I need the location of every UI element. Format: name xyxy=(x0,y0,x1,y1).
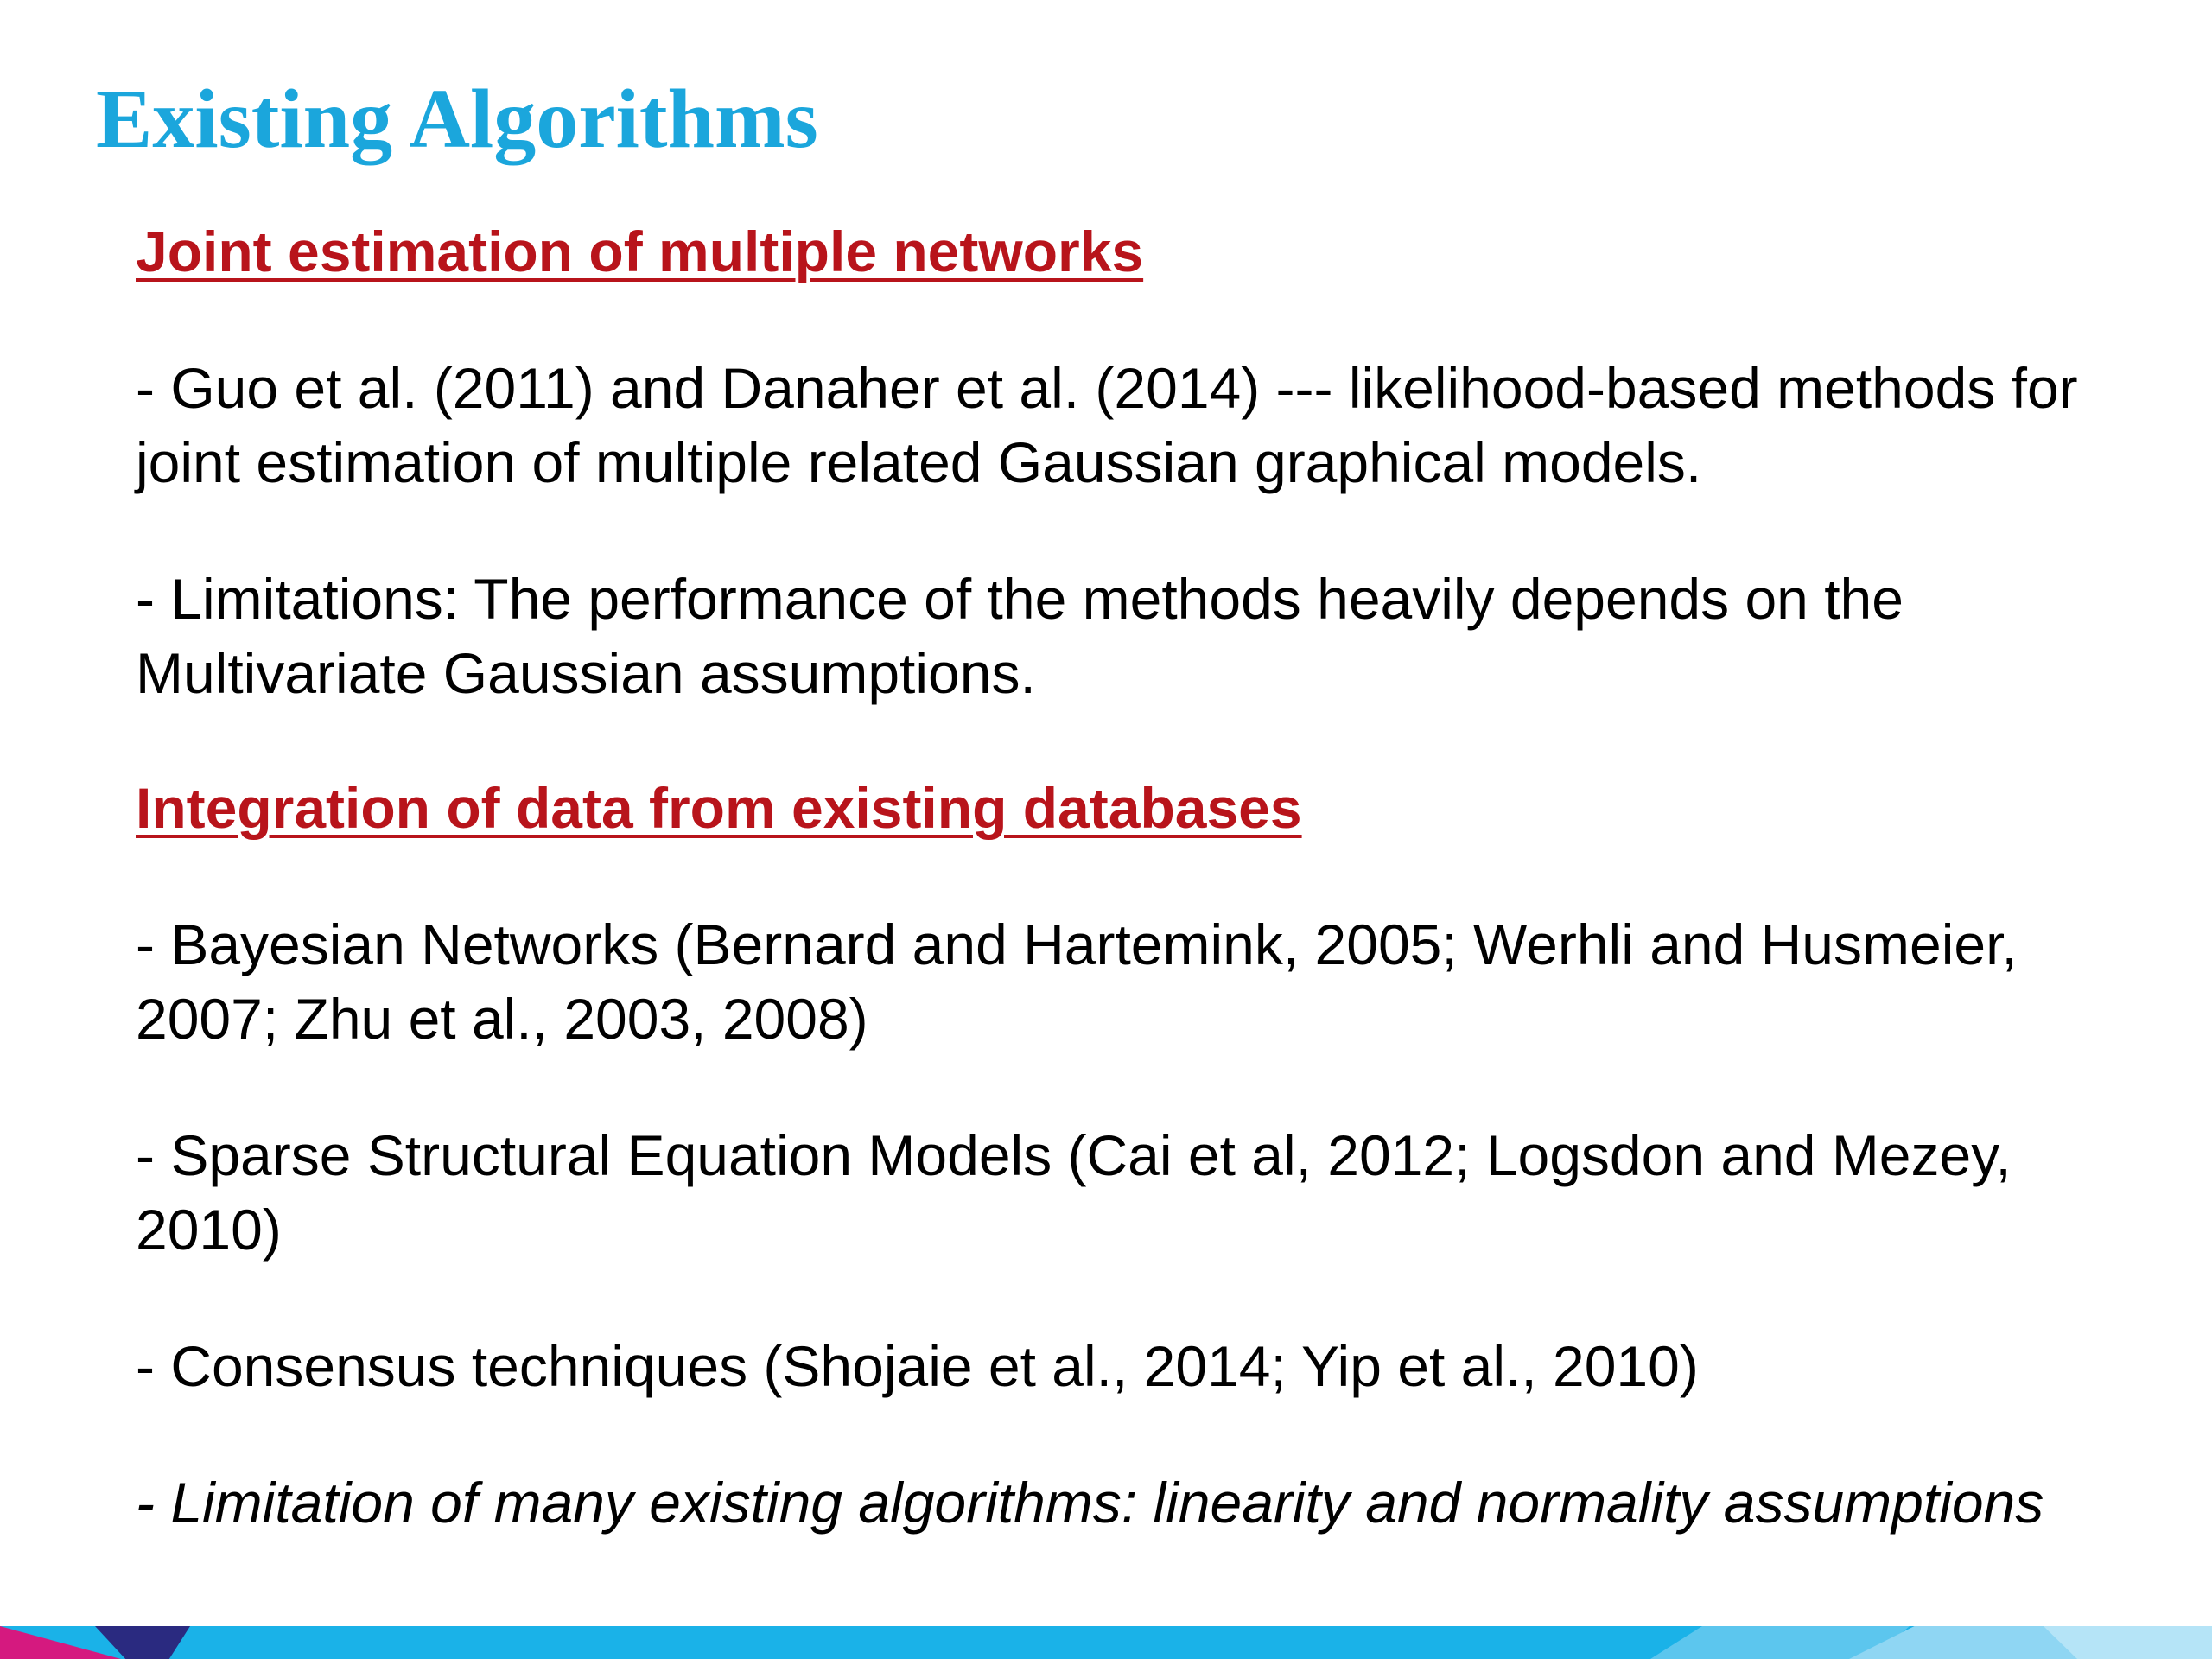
slide-title: Existing Algorithms xyxy=(96,73,818,166)
bullet-sparse-sem: - Sparse Structural Equation Models (Cai et al, 2012; Logsdon and Mezey, 2010) xyxy=(136,1123,2012,1262)
bullet-limitation-linearity: - Limitation of many existing algorithms: linearity and normality assumptions xyxy=(136,1471,2044,1535)
slide-content xyxy=(136,214,2158,1540)
bullet-consensus-techniques: - Consensus techniques (Shojaie et al., 2014; Yip et al., 2010) xyxy=(136,1334,1699,1398)
bullet-guo-danaher: - Guo et al. (2011) and Danaher et al. (2014) --- likelihood-based methods for joint estimation of multiple related Gaussian graphical models. xyxy=(136,356,2078,494)
bullet-bayesian-networks: - Bayesian Networks (Bernard and Hartemink, 2005; Werhli and Husmeier, 2007; Zhu et al., 2003, 2008) xyxy=(136,912,2018,1051)
section-heading-joint-estimation: Joint estimation of multiple networks xyxy=(136,219,1144,283)
section-heading-data-integration: Integration of data from existing databases xyxy=(136,776,1302,840)
bullet-limitations-gaussian: - Limitations: The performance of the methods heavily depends on the Multivariate Gaussian assumptions. xyxy=(136,567,1904,705)
